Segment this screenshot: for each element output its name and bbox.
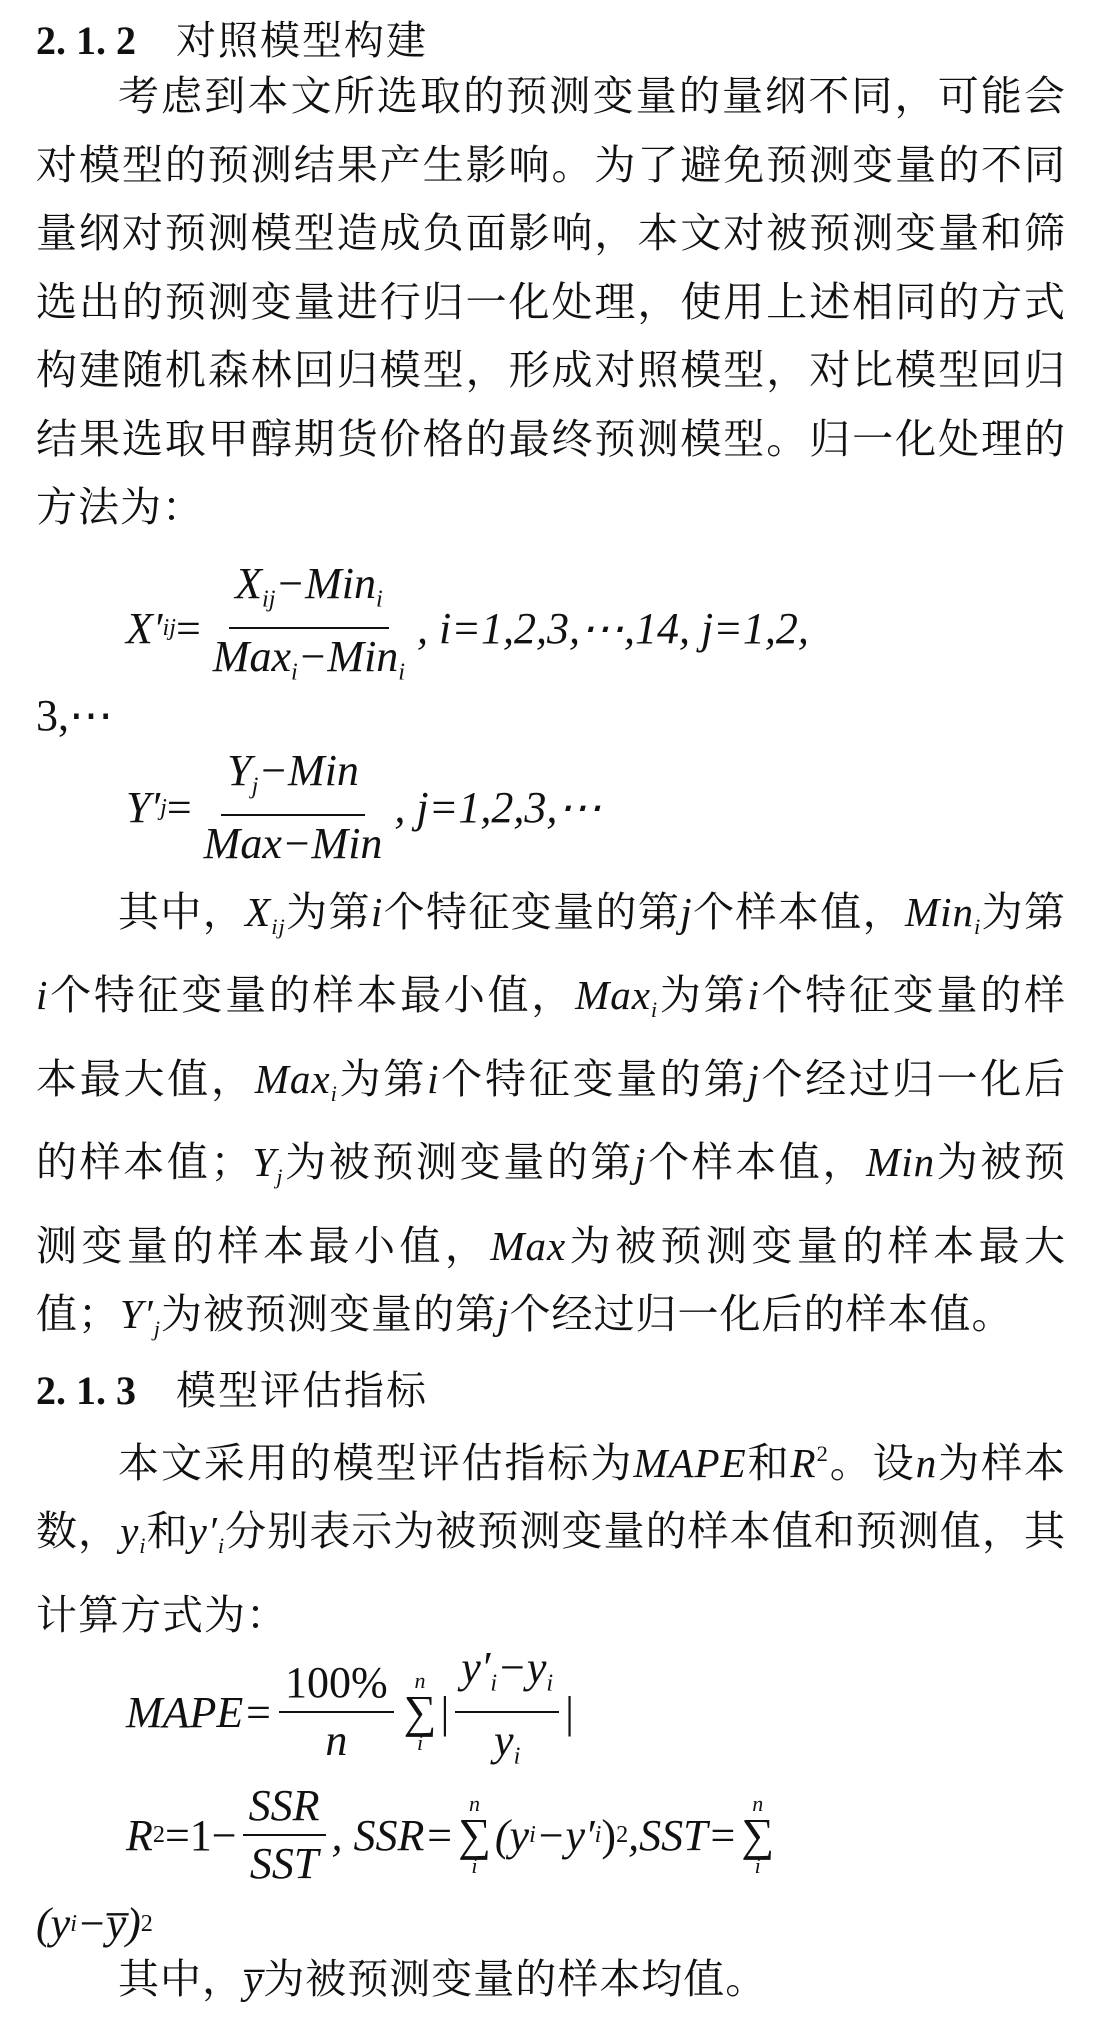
equation-r-squared-continuation: (y i −y̅) 2 (36, 1899, 153, 1948)
paragraph-normalization-intro: 考虑到本文所选取的预测变量的量纲不同，可能会对模型的预测结果产生影响。为了避免预测变量的不同量纲对预测模型造成负面影响，本文对被预测变量和筛选出的预测变量进行归一化处理，使用上述相同的方式构建随机森林回归模型，形成对照模型，对比模型回归结果选取甲醇期货价格的最终预测模型。归一化处理的方法为： (36, 72, 1066, 531)
equation-r-squared: R 2 =1− $\frac{\text{SSR}}{\text{SST}}$ , SSR= n ∑ i (y i −y′ i ) 2 ,SST= n ∑ i (126, 1781, 775, 1888)
paragraph-evaluation-metrics: 本文采用的模型评估指标为MAPE和$R^2$。设n为样本数，$y_i$和$y'_i$分别表示为被预测变量的样本值和预测值，其计算方式为： (36, 1438, 1067, 1639)
section-number: 2. 1. 2 (36, 18, 136, 63)
section-title: 模型评估指标 (176, 1368, 428, 1414)
section-number: 2. 1. 3 (36, 1368, 136, 1413)
equation-x-normalization: X′ ij = $\frac{X_{ij}-Min_i}{Max_i-Min_i}$ , i=1,2,3,⋯,14, j=1,2, (126, 558, 809, 699)
section-heading-2-1-3 (36, 1360, 428, 1422)
fraction-y: $\frac{Y_j-Min}{\text{Max−Min}}$ (203, 746, 383, 869)
fraction-x: $\frac{X_{ij}-Min_i}{Max_i-Min_i}$ (212, 559, 406, 686)
equation-mape: MAPE= $\frac{100\%}{n}$ n ∑ i | $\frac{y'_i-y_i}{y_i}$ | (126, 1643, 574, 1770)
equation-y-normalization: Y′ j = $\frac{Y_j-Min}{\text{Max−Min}}$ , j=1,2,3,⋯ (126, 746, 602, 869)
paragraph-variable-definitions: 其中，$X_{ij}$为第i个特征变量的第j个样本值，Min$_i$为第i个特征变量的样本最小值，Max$_i$为第i个特征变量的样本最大值，Max$_i$为第i个特征变量的第j个经过归一化后的样本值；$Y_j$为被预测变量的第j个样本值，Min为被预测变量的样本最小值，Max为被预测变量的样本最大值；$Y'_j$为被预测变量的第j个经过归一化后的样本值。 (36, 888, 1067, 1341)
equation-x-continuation: 3,⋯ (36, 691, 113, 740)
paragraph-mean-definition: 其中，y̅为被预测变量的样本均值。 (118, 1955, 768, 2003)
section-title: 对照模型构建 (176, 18, 428, 64)
